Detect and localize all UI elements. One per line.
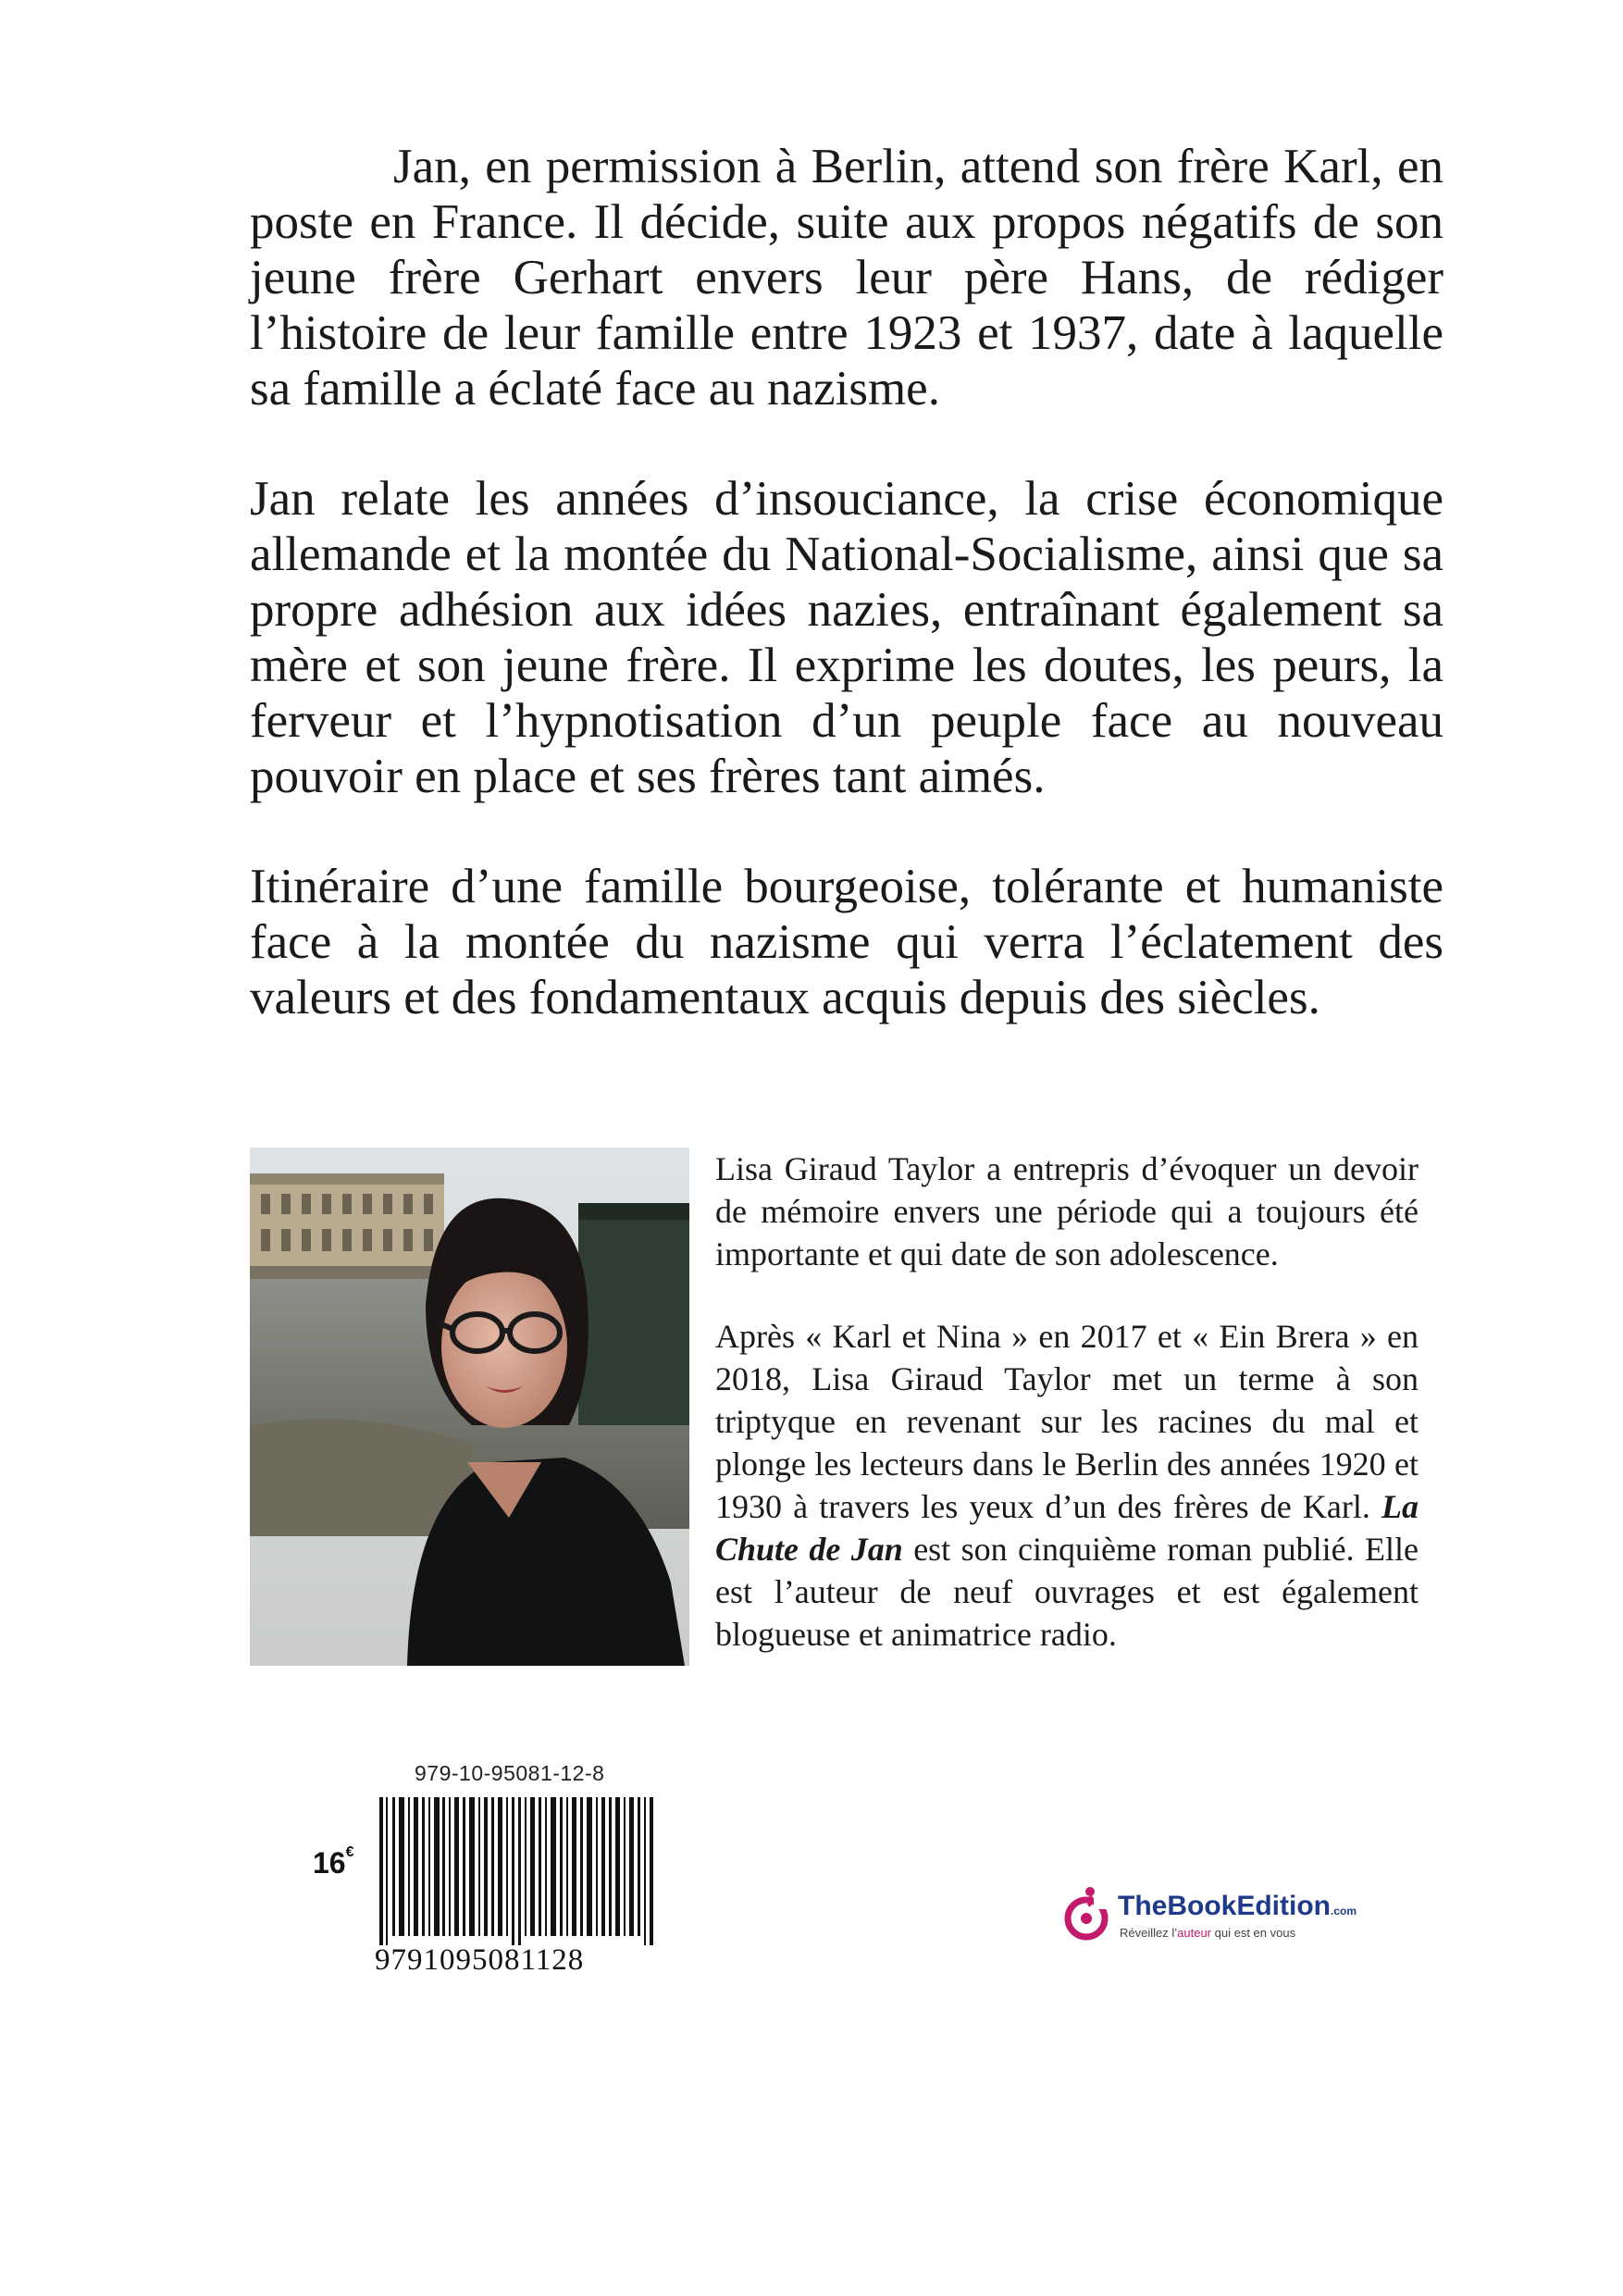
synopsis-paragraph-3: Itinéraire d’une famille bourgeoise, tolérante et humaniste face à la montée du nazisme qui verra l’éclatement des valeurs et des fondamentaux acquis depuis des siècles. [250,860,1443,1024]
publisher-name-com: .com [1331,1905,1357,1917]
barcode-digits: 9791095081128 [375,1943,585,1977]
bio-paragraph-2 [715,1315,1419,1656]
synopsis-paragraph-2: Jan relate les années d’insouciance, la crise économique allemande et la montée du National-Socialisme, ainsi que sa propre adhésion aux idées nazies, entraînant également sa mère et son jeune frère. Il exprime les doutes, les peurs, la ferveur et l’hypnotisation d’un peuple face au nouveau pouvoir en place et ses frères tant aimés. [250,472,1443,803]
publisher-name-edition: Edition [1236,1891,1331,1921]
price-value: 16 [313,1846,346,1880]
bio-paragraph-2-text: Après « Karl et Nina » en 2017 et « Ein Brera » en 2018, Lisa Giraud Taylor met un terme à son triptyque en revenant sur les racines du mal et plonge les lecteurs dans le Berlin des années 1920 et 1930 à travers les yeux d’un des frères de Karl. [715,1318,1419,1525]
price-currency: € [345,1844,354,1860]
synopsis-paragraph-1: Jan, en permission à Berlin, attend son frère Karl, en poste en France. Il décide, suite aux propos négatifs de son jeune frère Gerhart envers leur père Hans, de rédiger l’histoire de leur famille entre 1923 et 1937, date à laquelle sa famille a éclaté face au nazisme. [250,140,1443,416]
tagline-start: Réveillez l’ [1120,1926,1178,1940]
tagline-accent: auteur [1177,1926,1212,1940]
publisher-tagline [1120,1926,1295,1940]
bio-paragraph-2-tail: est son cinquième roman publié. Elle est l’auteur de neuf ouvrages et est également blogueuse et animatrice radio. [715,1531,1419,1653]
price [313,1846,354,1880]
publisher-logo [1062,1883,1451,1957]
isbn-number: 979-10-95081-12-8 [415,1761,605,1785]
synopsis [250,139,1443,1080]
bio-paragraph-1: Lisa Giraud Taylor a entrepris d’évoquer un devoir de mémoire envers une période qui a toujours été importante et qui date de son adolescence. [715,1150,1419,1272]
author-bio [715,1148,1419,1695]
barcode [378,1797,655,1945]
book-title: La Chute de Jan [715,1488,1419,1568]
publisher-emblem-icon [1062,1885,1114,1942]
author-photo [250,1148,689,1666]
tagline-end: qui est en vous [1211,1926,1296,1940]
publisher-name [1118,1891,1357,1922]
publisher-name-the: TheBook [1118,1891,1237,1921]
